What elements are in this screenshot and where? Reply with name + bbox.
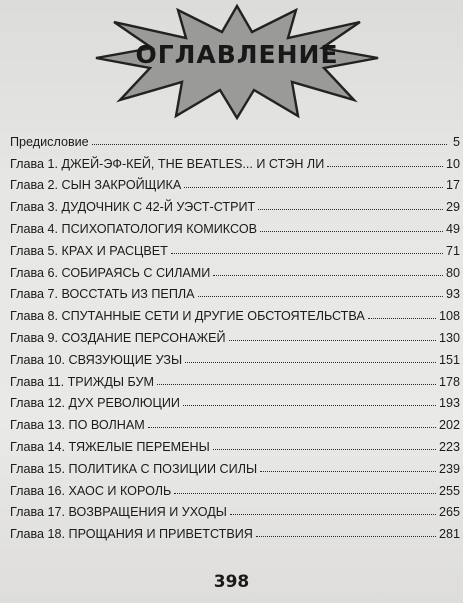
toc-entry-title: Глава 14. ТЯЖЕЛЫЕ ПЕРЕМЕНЫ (10, 439, 210, 454)
toc-leader-dots (213, 449, 436, 450)
toc-entry-page: 10 (445, 156, 460, 171)
toc-entry (10, 519, 460, 541)
toc-entry-title: Глава 1. ДЖЕЙ-ЭФ-КЕЙ, THE BEATLES... И СТЭН ЛИ (10, 156, 325, 171)
toc-entry (10, 236, 460, 258)
toc-entry-title: Глава 12. ДУХ РЕВОЛЮЦИИ (10, 396, 180, 411)
toc-leader-dots (368, 318, 436, 319)
toc-entry-page: 255 (438, 483, 460, 498)
toc-entry-title: Глава 10. СВЯЗУЮЩИЕ УЗЫ (10, 352, 183, 367)
table-of-contents (10, 127, 460, 541)
toc-entry-title: Глава 11. ТРИЖДЫ БУМ (10, 374, 155, 389)
toc-entry-page: 223 (438, 439, 460, 454)
toc-leader-dots (184, 187, 443, 188)
toc-entry (10, 498, 460, 520)
toc-entry (10, 171, 460, 193)
toc-entry-page: 49 (445, 221, 460, 236)
toc-entry-page: 17 (445, 178, 460, 193)
toc-entry (10, 476, 460, 498)
toc-entry-title: Глава 2. СЫН ЗАКРОЙЩИКА (10, 178, 182, 193)
toc-entry-title: Глава 17. ВОЗВРАЩЕНИЯ И УХОДЫ (10, 505, 227, 520)
toc-entry (10, 280, 460, 302)
toc-entry-title: Глава 3. ДУДОЧНИК С 42-Й УЭСТ-СТРИТ (10, 200, 256, 215)
toc-leader-dots (256, 536, 436, 537)
toc-entry (10, 323, 460, 345)
toc-entry-page: 5 (452, 134, 460, 149)
toc-leader-dots (229, 340, 436, 341)
toc-leader-dots (198, 296, 443, 297)
toc-entry-page: 265 (438, 505, 460, 520)
toc-entry-page: 93 (445, 287, 460, 302)
toc-entry (10, 192, 460, 214)
toc-entry-title: Глава 4. ПСИХОПАТОЛОГИЯ КОМИКСОВ (10, 221, 258, 236)
toc-entry-page: 239 (438, 461, 460, 476)
toc-entry-page: 29 (445, 200, 460, 215)
toc-entry-title: Глава 8. СПУТАННЫЕ СЕТИ И ДРУГИЕ ОБСТОЯТЕЛЬСТВА (10, 309, 365, 324)
toc-leader-dots (327, 166, 443, 167)
toc-entry-title: Глава 16. ХАОС И КОРОЛЬ (10, 483, 172, 498)
toc-leader-dots (213, 275, 443, 276)
toc-entry (10, 214, 460, 236)
toc-entry-title: Глава 13. ПО ВОЛНАМ (10, 418, 145, 433)
toc-entry (10, 345, 460, 367)
toc-entry (10, 432, 460, 454)
page-number: 398 (213, 572, 250, 592)
page-title: ОГЛАВЛЕНИЕ (135, 40, 339, 69)
toc-entry-page: 108 (438, 309, 460, 324)
toc-entry (10, 127, 460, 149)
toc-entry-page: 281 (438, 527, 460, 542)
toc-entry (10, 149, 460, 171)
toc-entry-page: 71 (445, 243, 460, 258)
toc-entry-page: 130 (438, 330, 460, 345)
toc-entry-page: 80 (445, 265, 460, 280)
toc-entry-page: 202 (438, 418, 460, 433)
toc-entry-page: 193 (438, 396, 460, 411)
toc-leader-dots (230, 514, 436, 515)
toc-leader-dots (260, 471, 436, 472)
toc-leader-dots (174, 493, 436, 494)
toc-leader-dots (171, 253, 443, 254)
toc-leader-dots (148, 427, 436, 428)
toc-leader-dots (260, 231, 443, 232)
toc-entry-title: Предисловие (10, 134, 89, 149)
toc-leader-dots (157, 384, 436, 385)
toc-entry (10, 410, 460, 432)
toc-entry-title: Глава 9. СОЗДАНИЕ ПЕРСОНАЖЕЙ (10, 330, 226, 345)
toc-entry (10, 389, 460, 411)
toc-leader-dots (92, 144, 447, 145)
toc-entry-title: Глава 7. ВОССТАТЬ ИЗ ПЕПЛА (10, 287, 195, 302)
toc-entry-page: 151 (438, 352, 460, 367)
toc-entry (10, 367, 460, 389)
toc-entry (10, 258, 460, 280)
toc-entry-title: Глава 18. ПРОЩАНИЯ И ПРИВЕТСТВИЯ (10, 527, 253, 542)
toc-entry (10, 301, 460, 323)
toc-entry (10, 454, 460, 476)
toc-entry-page: 178 (438, 374, 460, 389)
toc-leader-dots (185, 362, 436, 363)
toc-leader-dots (183, 405, 436, 406)
toc-entry-title: Глава 15. ПОЛИТИКА С ПОЗИЦИИ СИЛЫ (10, 461, 258, 476)
toc-leader-dots (258, 209, 443, 210)
toc-entry-title: Глава 6. СОБИРАЯСЬ С СИЛАМИ (10, 265, 211, 280)
toc-entry-title: Глава 5. КРАХ И РАСЦВЕТ (10, 243, 168, 258)
